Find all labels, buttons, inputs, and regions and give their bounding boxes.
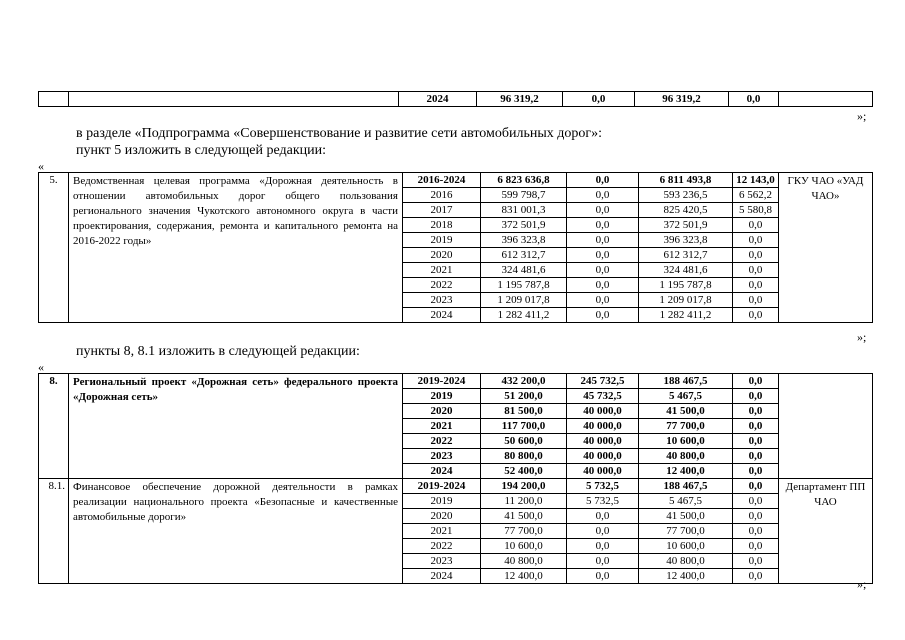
cell-regional: 5 467,5	[639, 494, 733, 509]
item8-table	[38, 373, 873, 584]
cell-federal: 0,0	[567, 569, 639, 584]
table-row	[39, 173, 873, 188]
cell-local: 0,0	[733, 374, 779, 389]
item-executor: Департамент ПП ЧАО	[779, 479, 873, 584]
cell-total: 41 500,0	[481, 509, 567, 524]
cell-federal: 0,0	[567, 509, 639, 524]
cell-local: 0,0	[733, 263, 779, 278]
item-executor: ГКУ ЧАО «УАД ЧАО»	[779, 173, 873, 323]
cell-period: 2021	[403, 263, 481, 278]
intro-line-3: пункты 8, 8.1 изложить в следующей редакции:	[76, 344, 360, 359]
cell-total: 372 501,9	[481, 218, 567, 233]
top-num-cell	[39, 92, 69, 107]
cell-federal: 40 000,0	[567, 449, 639, 464]
cell-regional: 612 312,7	[639, 248, 733, 263]
cell-period: 2021	[403, 524, 481, 539]
cell-local: 0,0	[733, 278, 779, 293]
cell-period: 2020	[403, 248, 481, 263]
cell-regional: 1 209 017,8	[639, 293, 733, 308]
cell-total: 81 500,0	[481, 404, 567, 419]
intro-line-1: в разделе «Подпрограмма «Совершенствование и развитие сети автомобильных дорог»:	[76, 126, 603, 141]
cell-total: 432 200,0	[481, 374, 567, 389]
cell-total: 1 195 787,8	[481, 278, 567, 293]
cell-total: 612 312,7	[481, 248, 567, 263]
item-description: Региональный проект «Дорожная сеть» федерального проекта «Дорожная сеть»	[69, 374, 403, 479]
cell-period: 2022	[403, 278, 481, 293]
top-total: 96 319,2	[477, 92, 563, 107]
item-executor	[779, 374, 873, 479]
cell-period: 2020	[403, 404, 481, 419]
top-local: 0,0	[729, 92, 779, 107]
cell-local: 0,0	[733, 308, 779, 323]
cell-period: 2020	[403, 509, 481, 524]
cell-regional: 188 467,5	[639, 374, 733, 389]
cell-federal: 0,0	[567, 248, 639, 263]
cell-federal: 40 000,0	[567, 419, 639, 434]
cell-total: 324 481,6	[481, 263, 567, 278]
closing-quote-2: »;	[857, 330, 867, 344]
cell-period: 2019	[403, 389, 481, 404]
cell-local: 0,0	[733, 569, 779, 584]
cell-federal: 0,0	[567, 308, 639, 323]
cell-total: 80 800,0	[481, 449, 567, 464]
cell-regional: 12 400,0	[639, 464, 733, 479]
cell-regional: 10 600,0	[639, 539, 733, 554]
cell-regional: 825 420,5	[639, 203, 733, 218]
cell-federal: 40 000,0	[567, 464, 639, 479]
cell-period: 2016-2024	[403, 173, 481, 188]
item-number: 5.	[39, 173, 69, 323]
cell-local: 5 580,8	[733, 203, 779, 218]
cell-total: 11 200,0	[481, 494, 567, 509]
cell-local: 0,0	[733, 554, 779, 569]
cell-total: 51 200,0	[481, 389, 567, 404]
cell-regional: 593 236,5	[639, 188, 733, 203]
cell-federal: 0,0	[567, 263, 639, 278]
cell-local: 0,0	[733, 434, 779, 449]
cell-federal: 0,0	[567, 524, 639, 539]
cell-period: 2019	[403, 233, 481, 248]
cell-federal: 0,0	[567, 554, 639, 569]
cell-period: 2017	[403, 203, 481, 218]
cell-regional: 77 700,0	[639, 524, 733, 539]
cell-regional: 40 800,0	[639, 554, 733, 569]
cell-period: 2023	[403, 554, 481, 569]
top-exec-cell	[779, 92, 873, 107]
cell-local: 12 143,0	[733, 173, 779, 188]
cell-federal: 5 732,5	[567, 494, 639, 509]
cell-regional: 41 500,0	[639, 404, 733, 419]
cell-regional: 40 800,0	[639, 449, 733, 464]
cell-regional: 1 282 411,2	[639, 308, 733, 323]
cell-regional: 1 195 787,8	[639, 278, 733, 293]
cell-local: 0,0	[733, 539, 779, 554]
top-desc-cell	[69, 92, 399, 107]
top-year: 2024	[399, 92, 477, 107]
cell-total: 396 323,8	[481, 233, 567, 248]
table-row	[39, 374, 873, 389]
cell-federal: 0,0	[567, 233, 639, 248]
cell-total: 6 823 636,8	[481, 173, 567, 188]
cell-regional: 41 500,0	[639, 509, 733, 524]
table-row	[39, 479, 873, 494]
item5-table	[38, 172, 873, 323]
cell-total: 599 798,7	[481, 188, 567, 203]
cell-local: 0,0	[733, 233, 779, 248]
cell-period: 2024	[403, 569, 481, 584]
cell-period: 2022	[403, 434, 481, 449]
cell-federal: 0,0	[567, 203, 639, 218]
cell-period: 2019-2024	[403, 479, 481, 494]
cell-total: 52 400,0	[481, 464, 567, 479]
cell-local: 0,0	[733, 293, 779, 308]
cell-total: 117 700,0	[481, 419, 567, 434]
cell-total: 40 800,0	[481, 554, 567, 569]
closing-quote-3: »;	[857, 577, 867, 591]
intro-line-2: пункт 5 изложить в следующей редакции:	[76, 143, 326, 158]
cell-period: 2018	[403, 218, 481, 233]
cell-local: 0,0	[733, 509, 779, 524]
cell-local: 0,0	[733, 248, 779, 263]
cell-local: 0,0	[733, 389, 779, 404]
cell-period: 2023	[403, 293, 481, 308]
cell-local: 0,0	[733, 404, 779, 419]
cell-total: 10 600,0	[481, 539, 567, 554]
cell-federal: 40 000,0	[567, 404, 639, 419]
cell-period: 2021	[403, 419, 481, 434]
cell-federal: 0,0	[567, 293, 639, 308]
cell-regional: 5 467,5	[639, 389, 733, 404]
cell-local: 0,0	[733, 218, 779, 233]
cell-federal: 0,0	[567, 539, 639, 554]
cell-regional: 324 481,6	[639, 263, 733, 278]
cell-period: 2024	[403, 464, 481, 479]
cell-local: 0,0	[733, 494, 779, 509]
cell-local: 0,0	[733, 464, 779, 479]
cell-total: 831 001,3	[481, 203, 567, 218]
cell-federal: 245 732,5	[567, 374, 639, 389]
cell-total: 77 700,0	[481, 524, 567, 539]
opening-quote-1: «	[38, 159, 44, 173]
cell-local: 0,0	[733, 479, 779, 494]
cell-total: 1 209 017,8	[481, 293, 567, 308]
top-regional: 96 319,2	[635, 92, 729, 107]
cell-federal: 5 732,5	[567, 479, 639, 494]
cell-federal: 0,0	[567, 188, 639, 203]
item-description: Ведомственная целевая программа «Дорожная деятельность в отношении автомобильных дорог общего пользования регионального значения Чукотского автономного округа в части проектирования, содержания, ремонта и капитального ремонта на 2016-2022 годы»	[69, 173, 403, 323]
cell-local: 0,0	[733, 524, 779, 539]
cell-local: 6 562,2	[733, 188, 779, 203]
cell-total: 12 400,0	[481, 569, 567, 584]
cell-period: 2019	[403, 494, 481, 509]
cell-federal: 0,0	[567, 218, 639, 233]
item-number: 8.	[39, 374, 69, 479]
cell-regional: 77 700,0	[639, 419, 733, 434]
cell-federal: 40 000,0	[567, 434, 639, 449]
cell-federal: 0,0	[567, 173, 639, 188]
cell-local: 0,0	[733, 419, 779, 434]
top-fed: 0,0	[563, 92, 635, 107]
cell-regional: 396 323,8	[639, 233, 733, 248]
cell-total: 1 282 411,2	[481, 308, 567, 323]
item-number: 8.1.	[39, 479, 69, 584]
cell-regional: 372 501,9	[639, 218, 733, 233]
cell-regional: 6 811 493,8	[639, 173, 733, 188]
cell-period: 2016	[403, 188, 481, 203]
cell-period: 2023	[403, 449, 481, 464]
closing-quote-1: »;	[857, 109, 867, 123]
item-description: Финансовое обеспечение дорожной деятельности в рамках реализации национального проекта «Безопасные и качественные автомобильные дороги»	[69, 479, 403, 584]
cell-regional: 10 600,0	[639, 434, 733, 449]
cell-total: 50 600,0	[481, 434, 567, 449]
cell-federal: 0,0	[567, 278, 639, 293]
cell-local: 0,0	[733, 449, 779, 464]
cell-regional: 188 467,5	[639, 479, 733, 494]
cell-total: 194 200,0	[481, 479, 567, 494]
cell-regional: 12 400,0	[639, 569, 733, 584]
top-table	[38, 91, 873, 107]
cell-period: 2024	[403, 308, 481, 323]
opening-quote-2: «	[38, 360, 44, 374]
cell-period: 2022	[403, 539, 481, 554]
cell-period: 2019-2024	[403, 374, 481, 389]
cell-federal: 45 732,5	[567, 389, 639, 404]
